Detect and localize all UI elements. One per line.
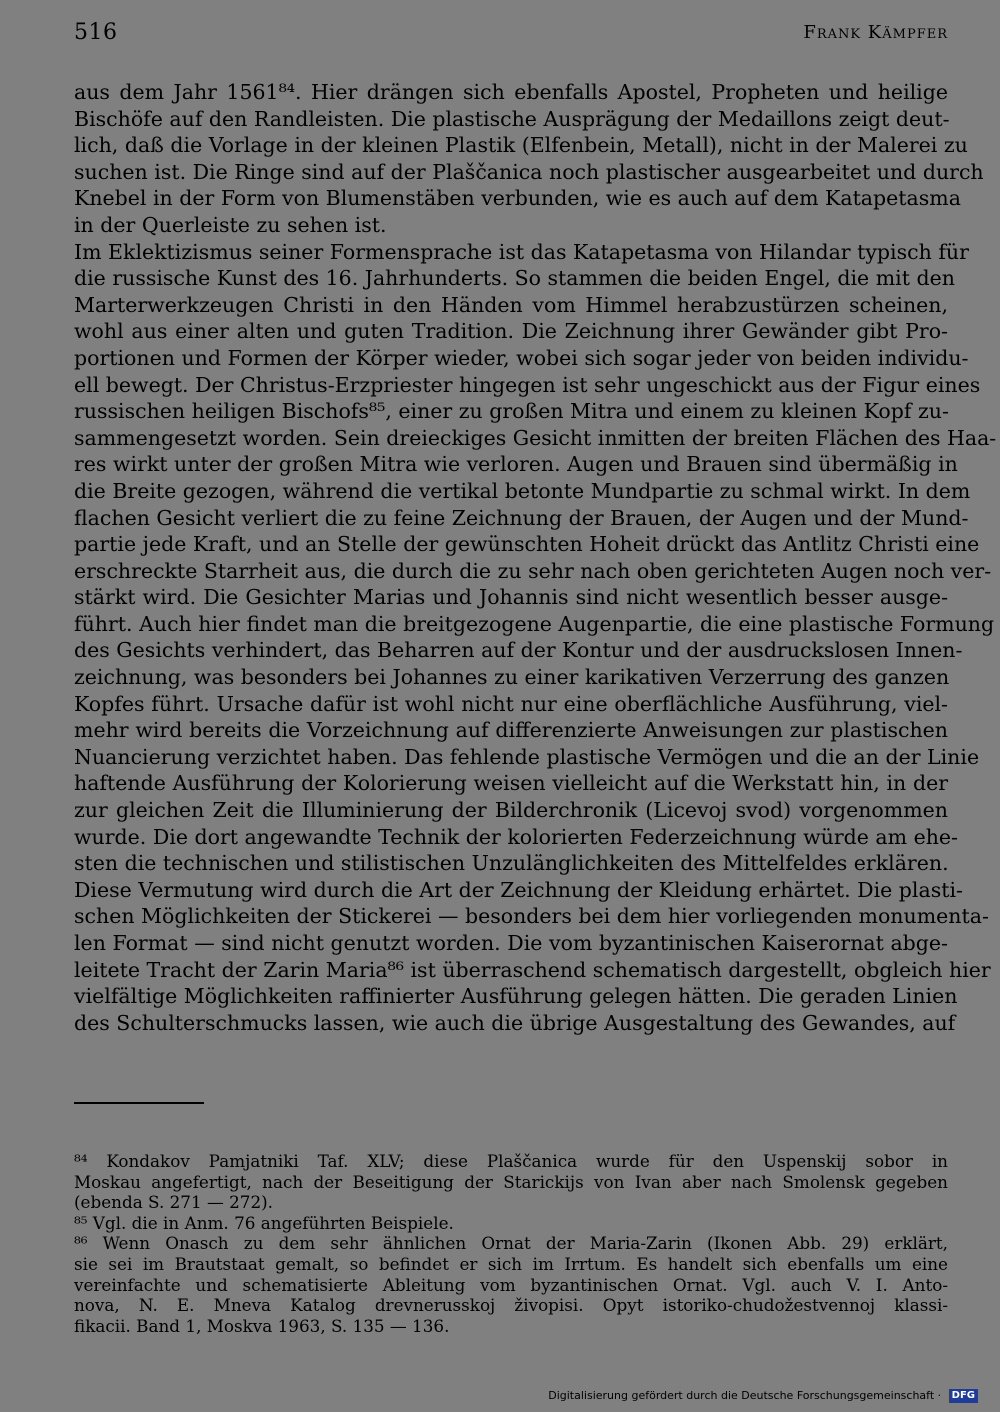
body-line: Marterwerkzeugen Christi in den Händen vom Himmel herabzustürzen scheinen, <box>74 292 948 317</box>
body-line: sten die technischen und stilistischen Unzulänglichkeiten des Mittelfeldes erklären. <box>74 851 949 876</box>
body-line: stärkt wird. Die Gesichter Marias und Johannis sind nicht wesentlich besser ausge- <box>74 585 948 610</box>
body-line: ell bewegt. Der Christus-Erzpriester hingegen ist sehr ungeschickt aus der Figur eines <box>74 372 981 397</box>
body-line: aus dem Jahr 1561⁸⁴. Hier drängen sich ebenfalls Apostel, Propheten und heilige <box>74 80 948 104</box>
body-line: führt. Auch hier findet man die breitgezogene Augenpartie, die eine plastische Formung <box>74 611 995 636</box>
body-line: res wirkt unter der großen Mitra wie verloren. Augen und Brauen sind übermäßig in <box>74 452 958 477</box>
body-line: Nuancierung verzichtet haben. Das fehlende plastische Vermögen und die an der Linie <box>74 744 980 769</box>
body-text <box>74 79 997 1036</box>
body-line: Diese Vermutung wird durch die Art der Zeichnung der Kleidung erhärtet. Die plasti- <box>74 877 963 902</box>
body-line: die russische Kunst des 16. Jahrhunderts. So stammen die beiden Engel, die mit den <box>74 266 955 291</box>
body-line: des Schulterschmucks lassen, wie auch die übrige Ausgestaltung des Gewandes, auf <box>74 1010 956 1035</box>
body-line: Knebel in der Form von Blumenstäben verbunden, wie es auch auf dem Katapetasma <box>74 186 961 211</box>
body-line: in der Querleiste zu sehen ist. <box>74 212 387 237</box>
body-line: die Breite gezogen, während die vertikal betonte Mundpartie zu schmal wirkt. In dem <box>74 478 971 503</box>
footnote-line: ⁸⁴ Kondakov Pamjatniki Taf. XLV; diese Plaščanica wurde für den Uspenskij sobor in <box>74 1151 948 1171</box>
body-line: suchen ist. Die Ringe sind auf der Plaščanica noch plastischer ausgearbeitet und durch <box>74 159 984 184</box>
body-line: leitete Tracht der Zarin Maria⁸⁶ ist überraschend schematisch dargestellt, obgleich hier <box>74 957 991 982</box>
body-line: zeichnung, was besonders bei Johannes zu einer karikativen Verzerrung des ganzen <box>74 665 950 690</box>
body-line: schen Möglichkeiten der Stickerei — besonders bei dem hier vorliegenden monumenta- <box>74 904 989 929</box>
footnote-line: (ebenda S. 271 — 272). <box>74 1192 273 1213</box>
body-line: Bischöfe auf den Randleisten. Die plastische Ausprägung der Medaillons zeigt deut- <box>74 106 950 131</box>
body-line: sammengesetzt worden. Sein dreieckiges Gesicht inmitten der breiten Flächen des Haa- <box>74 425 997 450</box>
body-line: len Format — sind nicht genutzt worden. Die vom byzantinischen Kaiserornat abge- <box>74 931 948 955</box>
footnote-line: fikacii. Band 1, Moskva 1963, S. 135 — 136. <box>74 1315 450 1336</box>
body-line: portionen und Formen der Körper wieder, wobei sich sogar jeder von beiden individu- <box>74 345 969 370</box>
body-line: haftende Ausführung der Kolorierung weisen vielleicht auf die Werkstatt hin, in der <box>74 771 948 796</box>
body-line: erschreckte Starrheit aus, die durch die zu sehr nach oben gerichteten Augen noch ver- <box>74 558 992 583</box>
footnote-line: nova, N. E. Mneva Katalog drevnerusskoj živopisi. Opyt istoriko-chudožestvennoj klassi- <box>74 1295 948 1316</box>
footnote-line: vereinfachte und schematisierte Ableitung vom byzantinischen Ornat. Vgl. auch V. I. Anto- <box>74 1274 948 1295</box>
body-line: zur gleichen Zeit die Illuminierung der Bilderchronik (Licevoj svod) vorgenommen <box>74 798 948 823</box>
footnotes <box>74 1151 948 1336</box>
body-line: vielfältige Möglichkeiten raffinierter Ausführung gelegen hätten. Die geraden Linien <box>74 984 958 1009</box>
body-line: mehr wird bereits die Vorzeichnung auf differenzierte Anweisungen zur plastischen <box>74 718 948 743</box>
body-line: Kopfes führt. Ursache dafür ist wohl nicht nur eine oberflächliche Ausführung, viel- <box>74 691 948 716</box>
dfg-logo-icon: DFG <box>949 1389 978 1403</box>
footnote-separator <box>74 1102 204 1104</box>
body-line: des Gesichts verhindert, das Beharren auf der Kontur und der ausdruckslosen Innen- <box>74 638 963 663</box>
body-line: Im Eklektizismus seiner Formensprache ist das Katapetasma von Hilandar typisch für <box>74 239 969 264</box>
digitization-credit <box>548 1388 978 1404</box>
body-line: wurde. Die dort angewandte Technik der kolorierten Federzeichnung würde am ehe- <box>74 824 958 849</box>
page-header <box>74 20 948 50</box>
page-number: 516 <box>74 20 118 45</box>
footnote-line: ⁸⁶ Wenn Onasch zu dem sehr ähnlichen Ornat der Maria-Zarin (Ikonen Abb. 29) erklärt, <box>74 1233 948 1254</box>
footnote-line: ⁸⁵ Vgl. die in Anm. 76 angeführten Beispiele. <box>74 1212 454 1233</box>
body-line: russischen heiligen Bischofs⁸⁵, einer zu großen Mitra und einem zu kleinen Kopf zu- <box>74 399 949 424</box>
credit-text: Digitalisierung gefördert durch die Deutsche Forschungsgemeinschaft · <box>548 1389 942 1402</box>
body-line: partie jede Kraft, und an Stelle der gewünschten Hoheit drückt das Antlitz Christi eine <box>74 532 980 557</box>
running-head: Frank Kämpfer <box>803 22 948 43</box>
footnote-line: Moskau angefertigt, nach der Beseitigung der Starickijs von Ivan aber nach Smolensk gegeben <box>74 1171 948 1192</box>
body-line: flachen Gesicht verliert die zu feine Zeichnung der Brauen, der Augen und der Mund- <box>74 505 969 530</box>
body-line: wohl aus einer alten und guten Tradition. Die Zeichnung ihrer Gewänder gibt Pro- <box>74 319 948 344</box>
footnote-line: sie sei im Brautstaat gemalt, so befindet er sich im Irrtum. Es handelt sich ebenfalls um eine <box>74 1253 948 1274</box>
body-line: lich, daß die Vorlage in der kleinen Plastik (Elfenbein, Metall), nicht in der Malerei zu <box>74 133 968 158</box>
